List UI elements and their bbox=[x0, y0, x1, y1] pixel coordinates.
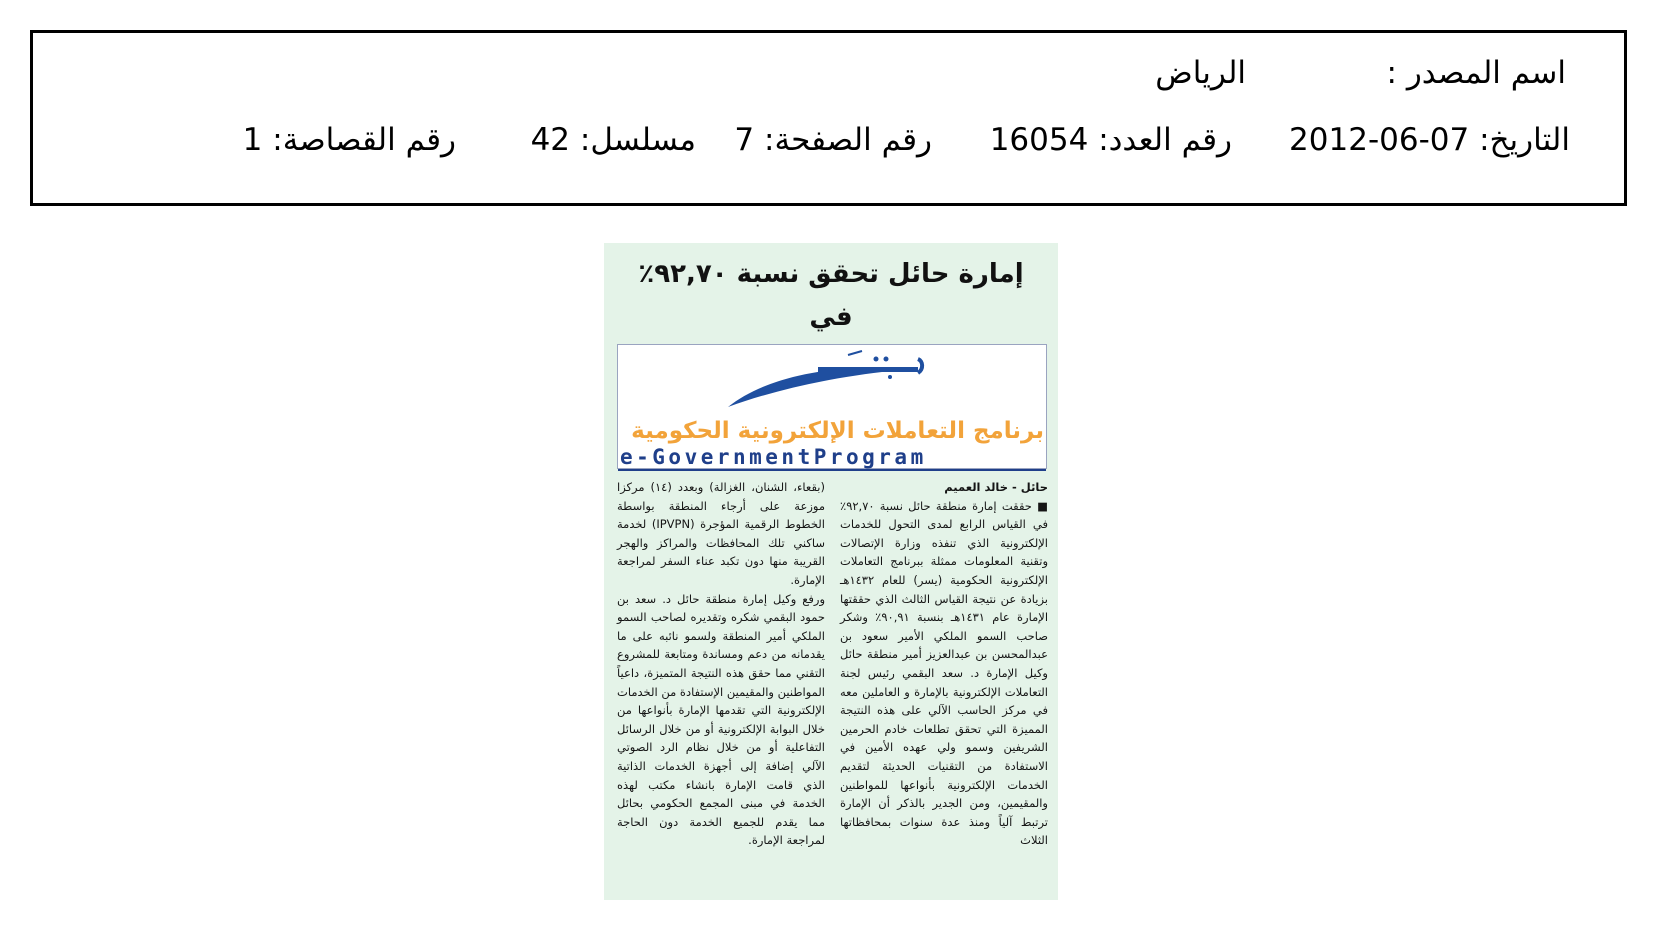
page-label: رقم الصفحة: bbox=[764, 122, 932, 158]
page-value: 7 bbox=[734, 122, 755, 158]
article-column-right bbox=[840, 478, 1048, 850]
issue-label: رقم العدد: bbox=[1098, 122, 1232, 158]
source-value: الرياض bbox=[1155, 55, 1246, 91]
issue-value: 16054 bbox=[989, 122, 1089, 158]
logo-arabic-text: برنامج التعاملات الإلكترونية الحكومية bbox=[631, 418, 1044, 444]
page-field bbox=[734, 122, 932, 158]
column-right-text: ■ حققت إمارة منطقة حائل نسبة ٩٢,٧٠٪ في القياس الرابع لمدى التحول للخدمات الإلكترونية الذي تنفذه وزارة الإتصالات وتقنية المعلومات ممثلة ببرنامج التعاملات الإلكترونية الحكومية (يسر) للعام ١٤٣٢هـ بزيادة عن نتيجة القياس الثالث الذي حققتها الإمارة عام ١٤٣١هـ بنسبة ٩٠,٩١٪ وشكر صاحب السمو الملكي الأمير سعود بن عبدالمحسن بن عبدالعزيز أمير منطقة حائل وكيل الإمارة د. سعد البقمي رئيس لجنة التعاملات الإلكترونية بالإمارة و العاملين معه في مركز الحاسب الآلي على هذه النتيجة المميزة التي تحقق تطلعات خادم الحرمين الشريفين وسمو ولي عهده الأمين في الاستفادة من التقنيات الحديثة لتقديم الخدمات الإلكترونية بأنواعها للمواطنين والمقيمين، ومن الجدير بالذكر أن الإمارة ترتبط آلياً ومنذ عدة سنوات بمحافظاتها الثلاث bbox=[840, 498, 1049, 848]
column-left-paragraph-2: ورفع وكيل إمارة منطقة حائل د. سعد بن حمود البقمي شكره وتقديره لصاحب السمو الملكي أمير المنطقة ولسمو نائبه على ما يقدمانه من دعم ومساندة ومتابعة للمشروع التقني مما حقق هذه النتيجة المتميزة، داعياً المواطنين والمقيمين الإستفادة من الخدمات الإلكترونية التي تقدمها الإمارة بأنواعها من خلال البوابة الإلكترونية أو من خلال الرسائل التفاعلية أو من خلال نظام الرد الصوتي الآلي إضافة إلى أجهزة الخدمات الذاتية الذي قامت الإمارة بانشاء مكتب لهذه الخدمة في مبنى المجمع الحكومي بحائل مما يقدم للجميع الخدمة دون الحاجة لمراجعة الإمارة. bbox=[617, 591, 825, 848]
clip-number-label: رقم القصاصة: bbox=[272, 122, 456, 158]
article-byline: حائل - خالد العميم bbox=[944, 480, 1048, 494]
date-value: 2012-06-07 bbox=[1289, 122, 1470, 158]
column-left-paragraph-1: (بقعاء، الشنان، الغزالة) وبعدد (١٤) مركزا موزعة على أرجاء المنطقة بواسطة الخطوط الرقمية المؤجرة (IPVPN) لخدمة ساكني تلك المحافظات والمراكز والهجر القريبة منها دون تكبد عناء السفر لمراجعة الإمارة. bbox=[617, 480, 825, 587]
serial-label: مسلسل: bbox=[579, 122, 696, 158]
logo-english-text: e-GovernmentProgram bbox=[618, 445, 1046, 471]
issue-field bbox=[989, 122, 1232, 158]
yesser-logo bbox=[617, 344, 1047, 469]
date-field bbox=[1289, 122, 1570, 158]
clip-number-field bbox=[242, 122, 456, 158]
article-column-left bbox=[617, 478, 825, 850]
clip-number-value: 1 bbox=[242, 122, 263, 158]
yesser-swoosh-icon bbox=[618, 345, 1048, 425]
source-label: اسم المصدر : bbox=[1386, 55, 1566, 91]
serial-field bbox=[530, 122, 696, 158]
date-label: التاريخ: bbox=[1479, 122, 1570, 158]
newspaper-clipping bbox=[604, 243, 1058, 900]
headline-line-1: إمارة حائل تحقق نسبة ٩٢,٧٠٪ في bbox=[638, 259, 1024, 332]
clipping-header bbox=[30, 30, 1627, 206]
serial-value: 42 bbox=[530, 122, 571, 158]
